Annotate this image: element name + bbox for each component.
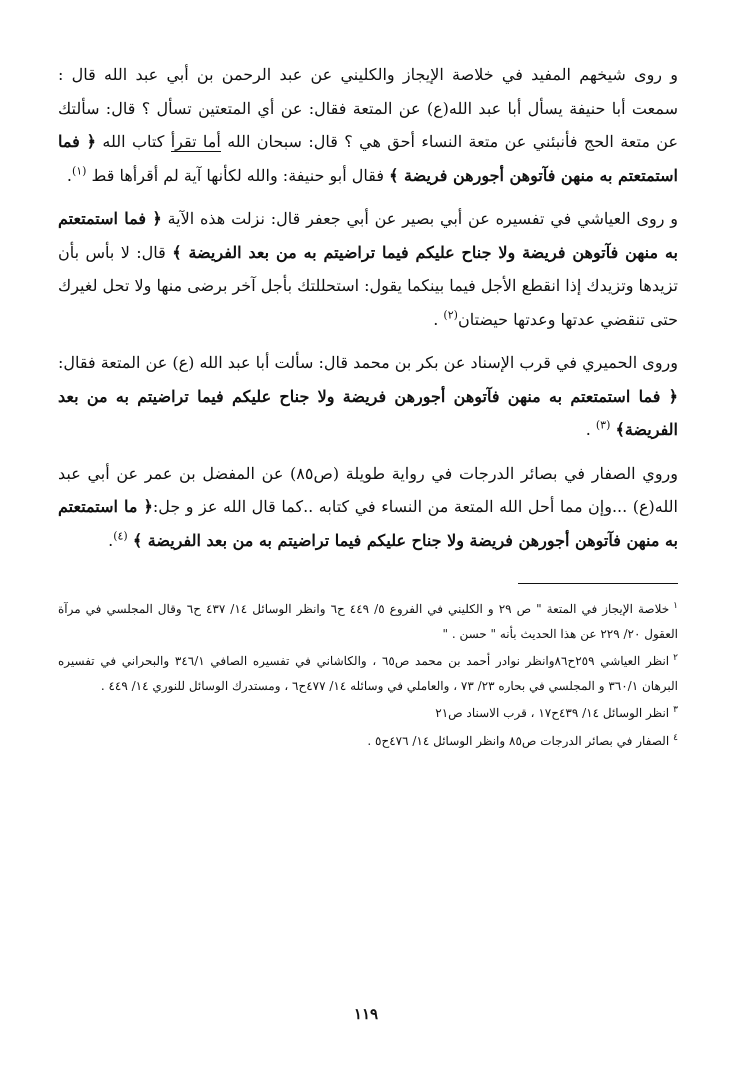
page-number: ١١٩ [353,1005,379,1023]
footnote-number: ٢ [673,653,678,663]
footnote-ref-4[interactable]: (٤) [113,529,128,543]
paragraph-2-end: . [433,309,444,329]
paragraph-1-end: . [66,165,72,185]
footnote-1 [58,594,678,646]
footnote-text: خلاصة الإيجاز في المتعة " ص ٢٩ و الكليني في الفروع ٥/ ٤٤٩ ح٦ وانظر الوسائل ١٤/ ٤٣٧ ح٦ وقال المجلسي في مرآة العقول ٢٠/ ٢٢٩ عن هذا الحديث بأنه " حسن . " [58,602,678,641]
footnote-2 [58,646,678,698]
paragraph-2-text-a: و روى العياشي في تفسيره عن أبي بصير عن أبي جعفر قال: نزلت هذه الآية [161,209,678,228]
paragraph-2 [58,202,678,336]
paragraph-1 [58,58,678,192]
quran-quote-3: ﴿ فما استمتعتم به منهن فآتوهن أجورهن فريضة ولا جناح عليكم فيما تراضيتم به من بعد الفريضة﴾ [58,386,678,439]
paragraph-1-underlined: أما تقرأ [170,132,221,151]
quran-quote-2: ﴿ فما استمتعتم به منهن فآتوهن فريضة ولا جناح عليكم فيما تراضيتم به من بعد الفريضة ﴾ [58,209,678,262]
footnote-ref-1[interactable]: (١) [71,164,87,178]
footnote-number: ١ [673,601,678,611]
paragraph-2-text-b: قال: لا بأس بأن تزيدها وتزيدك إذا انقطع الأجل فيما بينكما يقول: استحللتك بأجل آخر برضى منها ولا تحل لغيرك حتى تنقضي عدتها وعدتها حيضتان [58,242,678,329]
paragraph-4 [58,457,678,558]
footnote-ref-2[interactable]: (٢) [443,308,458,322]
paragraph-4-end: . [108,530,114,550]
paragraph-1-text-c: فقال أبو حنيفة: والله لكأنها آية لم أقرأها قط [86,165,390,185]
footnote-ref-3[interactable]: (٣) [595,418,611,432]
footnote-number: ٤ [673,732,678,743]
paragraph-1-text-a: و روى شيخهم المفيد في خلاصة الإيجاز والكليني عن عبد الرحمن بن أبي عبد الله قال : سمعت أبا حنيفة يسأل أبا عبد الله(ع) عن المتعة فقال: عن أي المتعتين تسأل ؟ قال: سألتك عن متعة الحج فأنبئني عن متعة النساء أحق هي ؟ قال: سبحان الله [58,65,679,151]
paragraph-3-end: . [585,420,596,439]
paragraph-4-text-a: وروي الصفار في بصائر الدرجات في رواية طويلة (ص٨٥) عن المفضل بن عمر عن أبي عبد الله(ع) ...وإن مما أحل الله المتعة من النساء في كتابه ..كما قال الله عز و جل: [58,463,678,516]
footnote-text: انظر الوسائل ١٤/ ٤٣٩ح١٧ ، قرب الاسناد ص٢١ [435,706,670,720]
footnote-4 [58,726,678,754]
quran-quote-1: ﴿ فما استمتعتم به منهن فآتوهن أجورهن فريضة ﴾ [58,132,678,185]
footnotes [58,594,678,753]
quran-quote-4: ﴿ ما استمتعتم به منهن فآتوهن أجورهن فريضة ولا جناح عليكم فيما تراضيتم به من بعد الفريضة ﴾ [58,497,678,550]
paragraph-3-text-a: وروى الحميري في قرب الإسناد عن بكر بن محمد قال: سألت أبا عبد الله (ع) عن المتعة فقال: [58,353,678,372]
footnote-3 [58,698,678,726]
footnote-text: انظر العياشي ٢٥٩ح٨٦وانظر نوادر أحمد بن محمد ص٦٥ ، والكاشاني في تفسيره الصافي ٣٤٦/١ والبحراني في تفسيره البرهان ٣٦٠/١ و المجلسي في بحاره ٢٣/ ٧٣ ، والعاملي في وسائله ١٤/ ٤٧٧ح٦ ، ومستدرك الوسائل للنوري ١٤/ ٤٤٩ . [58,654,678,693]
footnote-text: الصفار في بصائر الدرجات ص٨٥ وانظر الوسائل ١٤/ ٤٧٦ح٥ . [367,733,670,748]
paragraph-1-text-b: كتاب الله [96,132,171,151]
footnote-number: ٣ [673,705,678,715]
footnote-divider [518,583,678,584]
page-body [58,58,678,753]
paragraph-3 [58,346,678,447]
